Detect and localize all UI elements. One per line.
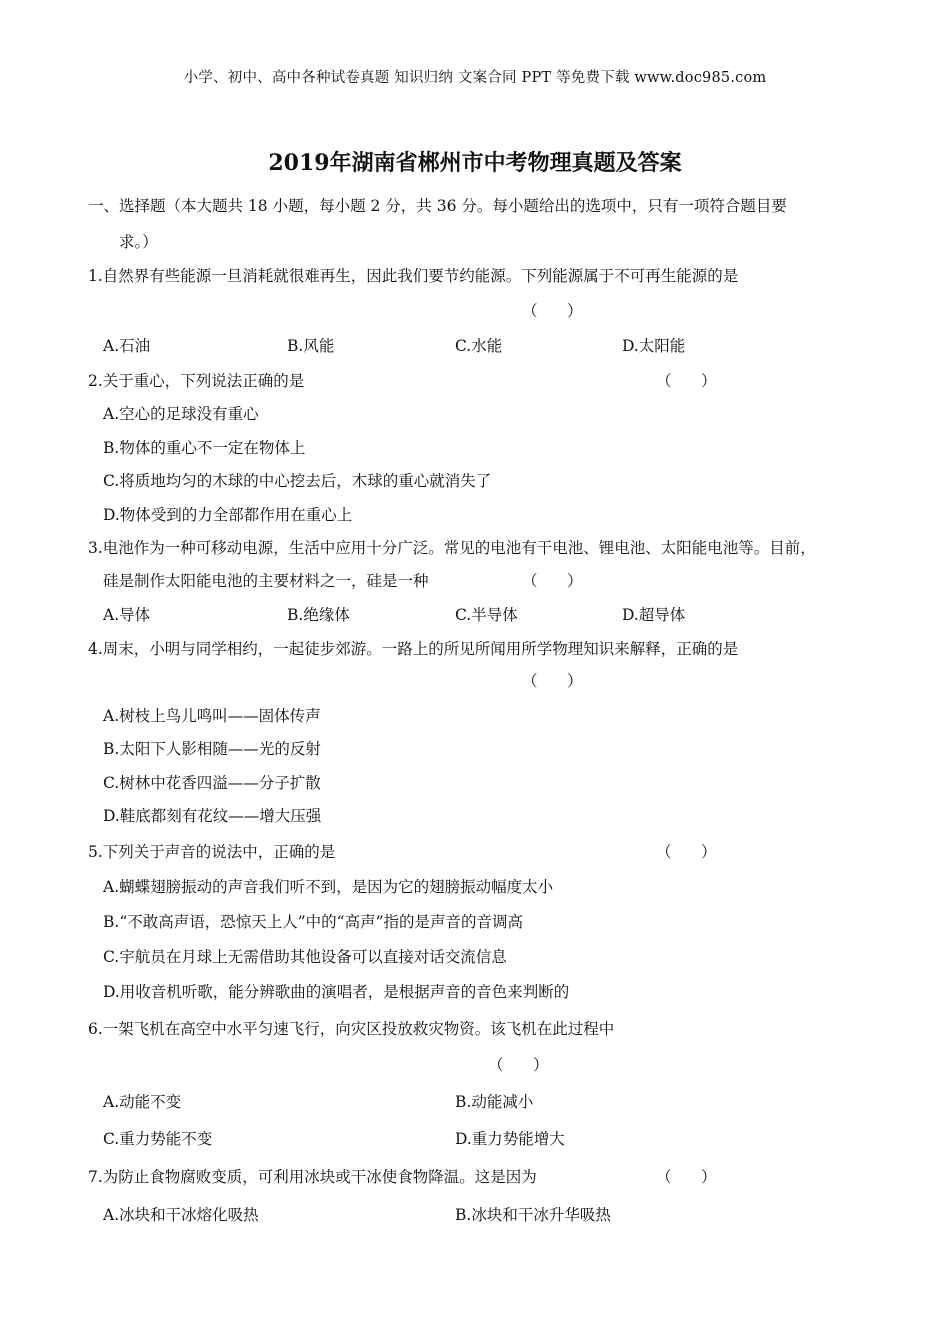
q5-answer-blank: （ ） xyxy=(656,843,717,861)
q4-option-c: C.树林中花香四溢——分子扩散 xyxy=(103,774,321,792)
q3-option-d: D.超导体 xyxy=(622,606,686,624)
q5-option-c: C.宇航员在月球上无需借助其他设备可以直接对话交流信息 xyxy=(103,948,507,966)
q4-stem: 4.周末，小明与同学相约，一起徒步郊游。一路上的所见所闻用所学物理知识来解释，正确的是 xyxy=(88,640,739,658)
q1-option-c: C.水能 xyxy=(455,337,503,355)
page-title: 2019年湖南省郴州市中考物理真题及答案 xyxy=(268,150,682,176)
q6-stem: 6.一架飞机在高空中水平匀速飞行，向灾区投放救灾物资。该飞机在此过程中 xyxy=(88,1020,615,1038)
q6-option-c: C.重力势能不变 xyxy=(103,1130,213,1148)
q3-option-b: B.绝缘体 xyxy=(287,606,350,624)
q1-option-d: D.太阳能 xyxy=(622,337,686,355)
q7-option-b: B.冰块和干冰升华吸热 xyxy=(455,1206,611,1224)
q3-stem-line2: 硅是制作太阳能电池的主要材料之一，硅是一种 xyxy=(103,572,429,590)
q5-option-a: A.蝴蝶翅膀振动的声音我们听不到，是因为它的翅膀振动幅度太小 xyxy=(103,878,554,896)
q3-answer-blank: （ ） xyxy=(522,572,583,590)
q1-stem: 1.自然界有些能源一旦消耗就很难再生，因此我们要节约能源。下列能源属于不可再生能源的是 xyxy=(88,267,739,285)
q6-option-b: B.动能减小 xyxy=(455,1093,534,1111)
q6-option-d: D.重力势能增大 xyxy=(455,1130,565,1148)
q3-stem-line1: 3.电池作为一种可移动电源，生活中应用十分广泛。常见的电池有干电池、锂电池、太阳能电池等。目前， xyxy=(88,539,816,557)
q2-option-c: C.将质地均匀的木球的中心挖去后，木球的重心就消失了 xyxy=(103,472,492,490)
q2-answer-blank: （ ） xyxy=(656,372,717,390)
q5-option-b: B.“不敢高声语，恐惊天上人”中的“高声”指的是声音的音调高 xyxy=(103,913,524,931)
q2-option-a: A.空心的足球没有重心 xyxy=(103,405,259,423)
q6-answer-blank: （ ） xyxy=(488,1056,549,1074)
q3-option-c: C.半导体 xyxy=(455,606,518,624)
q3-option-a: A.导体 xyxy=(103,606,151,624)
q1-answer-blank: （ ） xyxy=(522,302,583,320)
q7-stem: 7.为防止食物腐败变质，可利用冰块或干冰使食物降温。这是因为 xyxy=(88,1168,537,1186)
q4-answer-blank: （ ） xyxy=(522,672,583,690)
q4-option-a: A.树枝上鸟儿鸣叫——固体传声 xyxy=(103,707,321,725)
section-heading: 一、选择题（本大题共 18 小题，每小题 2 分，共 36 分。每小题给出的选项中，只有一项符合题目要 xyxy=(88,197,787,215)
section-heading-continued: 求。） xyxy=(119,233,158,251)
q4-option-d: D.鞋底都刻有花纹——增大压强 xyxy=(103,807,322,825)
q7-answer-blank: （ ） xyxy=(656,1168,717,1186)
q5-stem: 5.下列关于声音的说法中，正确的是 xyxy=(88,843,336,861)
q1-option-a: A.石油 xyxy=(103,337,151,355)
q2-option-d: D.物体受到的力全部都作用在重心上 xyxy=(103,506,353,524)
q2-option-b: B.物体的重心不一定在物体上 xyxy=(103,439,306,457)
q6-option-a: A.动能不变 xyxy=(103,1093,182,1111)
q2-stem: 2.关于重心，下列说法正确的是 xyxy=(88,372,305,390)
page-header: 小学、初中、高中各种试卷真题 知识归纳 文案合同 PPT 等免费下载 www.doc985.com xyxy=(183,70,767,86)
q1-option-b: B.风能 xyxy=(287,337,335,355)
q7-option-a: A.冰块和干冰熔化吸热 xyxy=(103,1206,259,1224)
q5-option-d: D.用收音机听歌，能分辨歌曲的演唱者，是根据声音的音色来判断的 xyxy=(103,983,570,1001)
q4-option-b: B.太阳下人影相随——光的反射 xyxy=(103,740,321,758)
